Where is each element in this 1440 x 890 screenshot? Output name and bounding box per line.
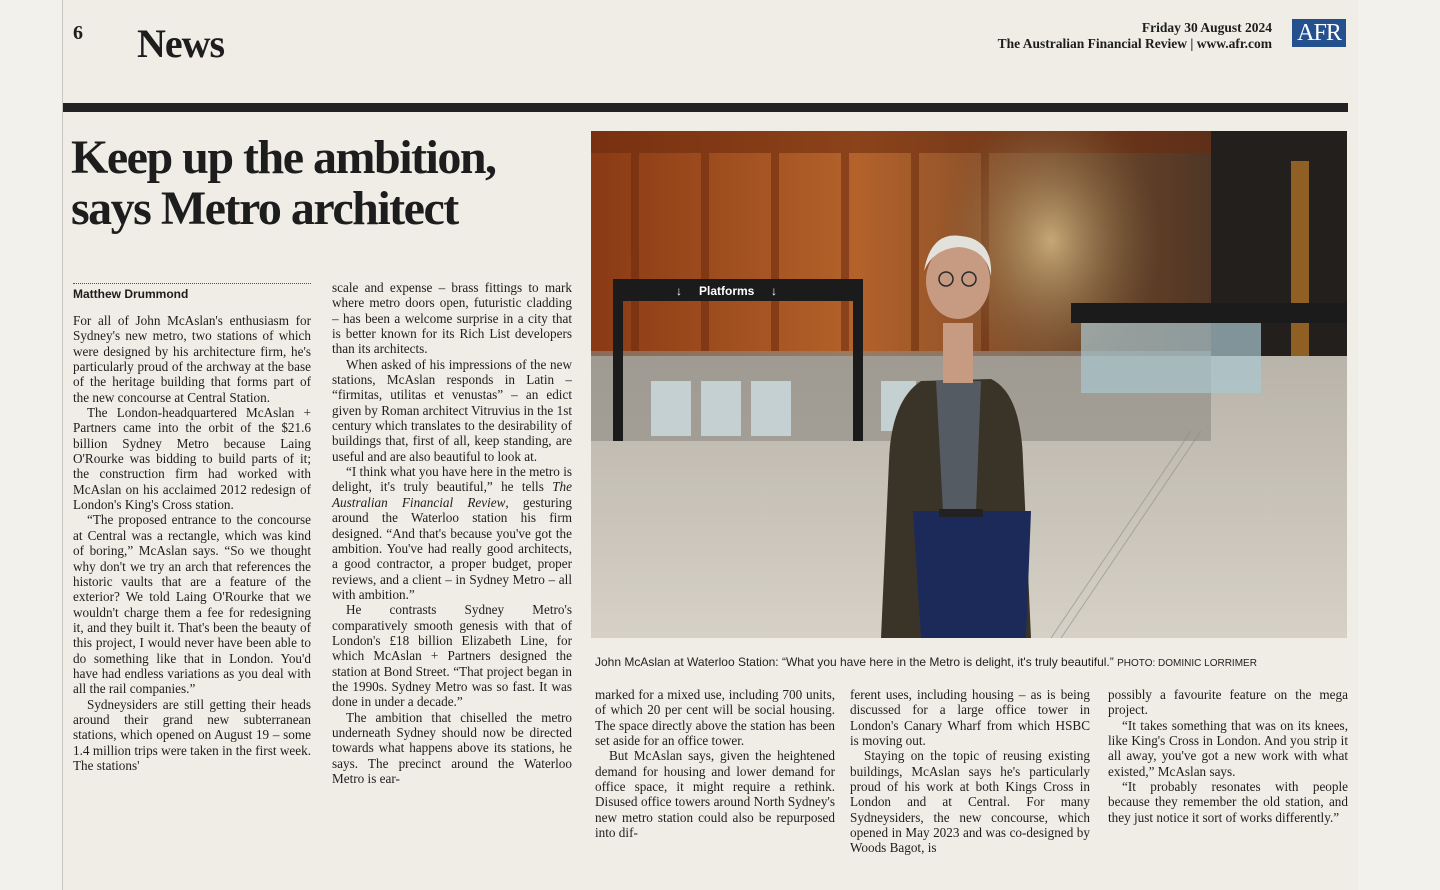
paragraph: marked for a mixed use, including 700 units, of which 20 per cent will be social housing. The space directly above the station has been set aside for an office tower. — [595, 687, 835, 749]
paragraph: The London-headquartered McAslan + Partners came into the orbit of the $21.6 billion Sydney Metro because Laing O'Rourke was bidding to build parts of it; the construction firm had worked with McAslan on his acclaimed 2012 redesign of London's King's Cross station. — [73, 405, 311, 513]
platforms-sign: Platforms — [699, 284, 755, 298]
paragraph — [332, 464, 572, 602]
paragraph: For all of John McAslan's enthusiasm for Sydney's new metro, two stations of which were designed by his architecture firm, he's particularly proud of the archway at the base of the heritage building that forms part of the new concourse at Central Station. — [73, 313, 311, 405]
quote-text: “I think what you have here in the metro is delight, it's truly beautiful,” he tells — [332, 464, 572, 495]
paragraph: “It takes something that was on its knees, like King's Cross in London. And you strip it all away, you've got a new work with what existed,” McAslan says. — [1108, 717, 1348, 779]
paragraph: Staying on the topic of reusing existing buildings, McAslan says he's particularly proud of his work at both Kings Cross in London and at Central. For many Sydneysiders, the new concourse, which opened in May 2023 and was co-designed by Woods Bagot, is — [850, 748, 1090, 856]
headline-line-2: says Metro architect — [71, 182, 458, 235]
headline — [71, 132, 591, 234]
photo-credit: PHOTO: DOMINIC LORRIMER — [1117, 658, 1257, 669]
paragraph: ferent uses, including housing – as is being discussed for a large office tower in London's Canary Wharf from which HSBC is moving out. — [850, 687, 1090, 749]
publication-line: The Australian Financial Review | www.afr.com — [997, 36, 1272, 51]
station-photo-illustration — [591, 131, 1347, 638]
paragraph: The ambition that chiselled the metro underneath Sydney should now be directed towards what happens above its stations, he says. The precinct around the Waterloo Metro is ear- — [332, 709, 572, 786]
article-photo — [591, 131, 1347, 638]
newspaper-page — [62, 0, 1358, 890]
paragraph: He contrasts Sydney Metro's comparatively smooth genesis with that of London's £18 billion Elizabeth Line, for which McAslan + Partners designed the station at Bond Street. “That project began in the 1990s. Sydney Metro was so fast. It was done in under a decade.” — [332, 602, 572, 710]
section-title: News — [137, 21, 225, 66]
byline-rule — [73, 283, 311, 284]
paragraph: When asked of his impressions of the new stations, McAslan responds in Latin – “firmitas, utilitas et venustas” – an edict given by Roman architect Vitruvius in the 1st century which translates to the desirability of buildings that, first of all, keep standing, are useful and are also beautiful to look at. — [332, 356, 572, 464]
byline: Matthew Drummond — [73, 287, 189, 301]
caption-text: John McAslan at Waterloo Station: “What you have here in the Metro is delight, it's truly beautiful.” — [595, 655, 1114, 669]
page-number: 6 — [73, 22, 83, 44]
svg-text:↓: ↓ — [676, 284, 682, 298]
article-column-3 — [595, 687, 835, 840]
afr-logo: AFR — [1292, 19, 1346, 47]
paragraph: Sydneysiders are still getting their heads around their grand new subterranean stations, which opened on August 19 – some 1.4 million trips were taken in the first week. The stations' — [73, 696, 311, 773]
article-column-2 — [332, 280, 572, 786]
photo-caption — [595, 655, 1355, 669]
paragraph: But McAslan says, given the heightened demand for housing and lower demand for office space, it might require a rethink. Disused office towers around North Sydney's new metro station could also be repurposed into dif- — [595, 748, 835, 841]
paragraph: scale and expense – brass fittings to mark where metro doors open, futuristic cladding – has been a welcome surprise in a city that is better known for its Rich List developers than its architects. — [332, 280, 572, 357]
paragraph: “It probably resonates with people because they remember the old station, and they just notice it sort of works differently.” — [1108, 779, 1348, 825]
paragraph: “The proposed entrance to the concourse at Central was a rectangle, which was kind of boring,” McAslan says. “So we thought why don't we try an arch that references the historic vaults that are a feature of the exterior? We told Laing O'Rourke that we wouldn't charge them a fee for redesigning it, and they built it. That's been the beauty of this project, I would never have been able to do something like that in London. You'd have had endless variations as you deal with all the rail companies.” — [73, 512, 311, 697]
svg-text:↓: ↓ — [771, 284, 777, 298]
article-column-5 — [1108, 687, 1348, 825]
headline-line-1: Keep up the ambition, — [71, 131, 496, 184]
issue-date: Friday 30 August 2024 — [1141, 20, 1272, 35]
header-rule — [63, 103, 1348, 112]
masthead-info — [998, 20, 1272, 52]
paragraph: possibly a favourite feature on the mega project. — [1108, 687, 1348, 718]
publication-name: The Australian Financial Review — [332, 479, 572, 510]
article-column-4 — [850, 687, 1090, 856]
quote-text: , gesturing around the Waterloo station his firm designed. “And that's because you've got the ambition. You've had really good architects, a good contractor, a proper budget, proper reviews, and a client – in Sydney Metro – all with ambition.” — [332, 494, 572, 602]
article-column-1 — [73, 313, 311, 773]
